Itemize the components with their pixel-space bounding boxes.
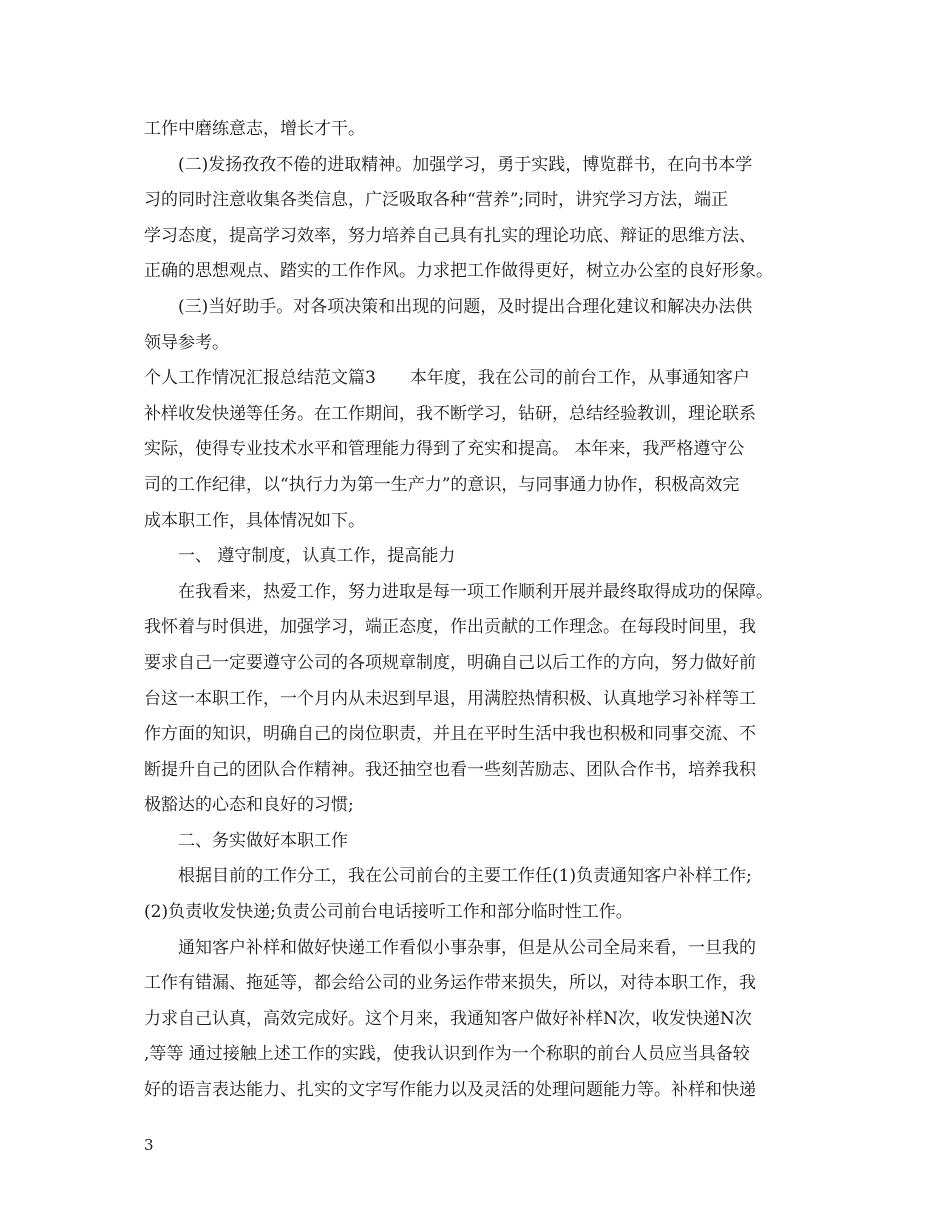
- text-line: 极豁达的心态和良好的习惯;: [144, 795, 354, 816]
- text-line: 成本职工作，具体情况如下。: [144, 510, 365, 531]
- text-line: (二)发扬孜孜不倦的进取精神。加强学习，勇于实践，博览群书，在向书本学: [144, 154, 753, 175]
- text-line: 司的工作纪律，以“执行力为第一生产力”的意识，与同事通力协作，积极高效完: [144, 474, 740, 495]
- text-line: 力求自己认真，高效完成好。这个月来，我通知客户做好补样N次，收发快递N次: [144, 1008, 752, 1029]
- text-line: 作方面的知识，明确自己的岗位职责，并且在平时生活中我也积极和同事交流、不: [144, 724, 756, 745]
- text-line: 补样收发快递等任务。在工作期间，我不断学习，钻研，总结经验教训，理论联系: [144, 403, 756, 424]
- text-line: 台这一本职工作，一个月内从未迟到早退，用满腔热情积极、认真地学习补样等工: [144, 688, 756, 709]
- text-line: 好的语言表达能力、扎实的文字写作能力以及灵活的处理问题能力等。补样和快递: [144, 1080, 756, 1101]
- text-line: 领导参考。: [144, 332, 229, 353]
- text-line: 通知客户补样和做好快递工作看似小事杂事，但是从公司全局来看，一旦我的: [144, 937, 756, 958]
- text-line: 正确的思想观点、踏实的工作作风。力求把工作做得更好，树立办公室的良好形象。: [144, 261, 773, 282]
- text-line: 我怀着与时俱进，加强学习，端正态度，作出贡献的工作理念。在每段时间里，我: [144, 617, 756, 638]
- text-line: (三)当好助手。对各项决策和出现的问题，及时提出合理化建议和解决办法供: [144, 296, 753, 317]
- text-line: ,等等 通过接触上述工作的实践，使我认识到作为一个称职的前台人员应当具备较: [144, 1044, 750, 1065]
- document-body: [144, 112, 834, 1109]
- page-number: 3: [144, 1136, 154, 1154]
- text-line: 学习态度，提高学习效率，努力培养自己具有扎实的理论功底、辩证的思维方法、: [144, 225, 756, 246]
- text-line: 实际，使得专业技术水平和管理能力得到了充实和提高。 本年来，我严格遵守公: [144, 439, 745, 460]
- section-title-line: 个人工作情况汇报总结范文篇3 本年度，我在公司的前台工作，从事通知客户: [144, 368, 750, 389]
- text-line: 习的同时注意收集各类信息，广泛吸取各种“营养”;同时，讲究学习方法，端正: [144, 190, 729, 211]
- text-line: 根据目前的工作分工，我在公司前台的主要工作任(1)负责通知客户补样工作;: [144, 866, 752, 887]
- text-line: 工作中磨练意志，增长才干。: [144, 119, 365, 139]
- text-line: (2)负责收发快递;负责公司前台电话接听工作和部分临时性工作。: [144, 902, 633, 923]
- text-line: 断提升自己的团队合作精神。我还抽空也看一些刻苦励志、团队合作书，培养我积: [144, 759, 756, 780]
- heading-line: 一、 遵守制度，认真工作，提高能力: [144, 546, 456, 567]
- text-line: 工作有错漏、拖延等，都会给公司的业务运作带来损失，所以，对待本职工作，我: [144, 973, 756, 994]
- text-line: 要求自己一定要遵守公司的各项规章制度，明确自己以后工作的方向，努力做好前: [144, 652, 756, 673]
- text-line: 在我看来，热爱工作，努力进取是每一项工作顺利开展并最终取得成功的保障。: [144, 581, 773, 602]
- heading-line: 二、务实做好本职工作: [144, 830, 348, 851]
